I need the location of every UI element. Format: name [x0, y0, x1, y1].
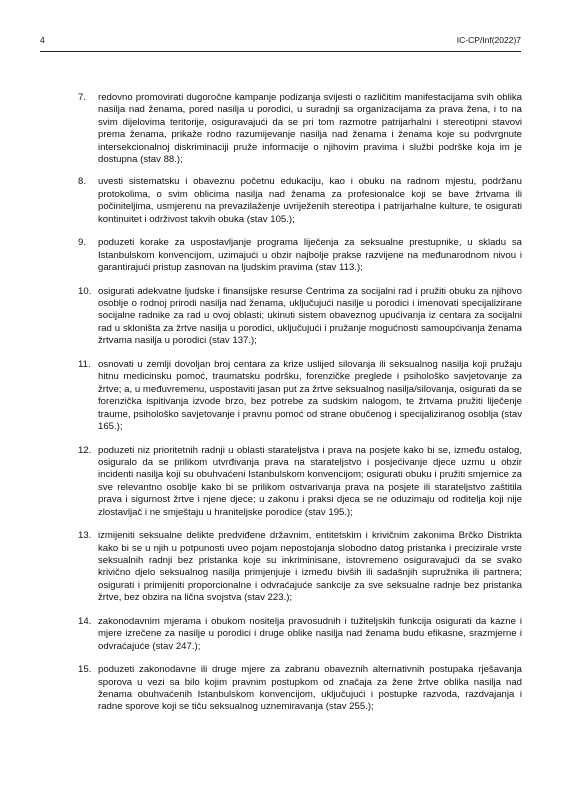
page-header — [40, 35, 521, 49]
document-reference: IC-CP/Inf(2022)7 — [456, 35, 521, 45]
item-text: osnovati u zemlji dovoljan broj centara za krize uslijed silovanja ili seksualnog nasilja koji pružaju hitnu medicinsku pomoć, traumatsku podršku, forenzičke preglede i psihološko savjetovanje za žrtve; a, u međuvremenu, uspostaviti jasan put za žrtve seksualnog nasilja/silovanja, osigurati da se forenzička ispitivanja izvode brzo, bez potrebe za sudskim nalogom, te žrtvama pružiti liječenje traume, psihološko savjetovanje i pravnu pomoć od strane obučenog i specijaliziranog osoblja (stav 165.); — [98, 358, 522, 432]
item-number: 9. — [78, 237, 87, 249]
item-number: 13. — [78, 530, 92, 542]
item-number: 15. — [78, 664, 92, 676]
item-number: 14. — [78, 615, 92, 627]
page-number: 4 — [40, 35, 45, 45]
list-item — [78, 530, 522, 604]
item-text: poduzeti zakonodavne ili druge mjere za zabranu obaveznih alternativnih postupaka rješavanja sporova u vezi sa bilo kojim pravnim postupkom od značaja za žene žrtve oblika nasilja nad ženama obuhvaćenih Istanbulskom konvencijom, uključujući i postupke razvoda, razdvajanja i radne sporove koji se tiču seksualnog uznemiravanja (stav 255.); — [98, 664, 522, 713]
item-number: 10. — [78, 285, 92, 297]
list-item — [78, 445, 522, 519]
item-text: poduzeti niz prioritetnih radnji u oblasti starateljstva i prava na posjete kako bi se, između ostalog, osiguralo da se prilikom utvrđivanja prava na starateljstvo i posjećivanje djece uzmu u obzir incidenti nasilja koji su obuhvaćeni Istanbulskom konvencijom; osigurati obuku i pružiti smjernice za sve relevantno osoblje kako bi se prilikom ostvarivanja prava na posjete ili starateljstvo zaštitila prava i sigurnost žrtve i njene djece; u zakonu i praksi djeca se ne oduzimaju od roditelja koji nije zlostavljač i ne smještaju u hraniteljske porodice (stav 195.); — [98, 444, 522, 518]
item-number: 8. — [78, 176, 87, 188]
list-item — [78, 237, 522, 274]
list-item — [78, 664, 522, 714]
header-divider — [40, 51, 521, 52]
list-item — [78, 176, 522, 226]
list-item — [78, 359, 522, 433]
item-text: redovno promovirati dugoročne kampanje podizanja svijesti o različitim manifestacijama svih oblika nasilja nad ženama, pored nasilja u porodici, u suradnji sa organizacijama za prava žena, i to na svim dijelovima teritorije, osiguravajući da se pri tom razmotre patrijarhalni i stereotipni stavovi prema ženama, prikaže rodno razumijevanje nasilja nad ženama i ženama koje su podvrgnute intersekcionalnoj diskriminaciji pruže informacije o njihovim pravima i službi podrške koja im je dostupna (stav 88.); — [98, 92, 522, 166]
recommendations-list — [78, 92, 522, 725]
item-text: osigurati adekvatne ljudske i finansijske resurse Centrima za socijalni rad i pružiti obuku za njihovo osoblje o rodnoj prirodi nasilja nad ženama, uključujući nasilje u porodici i imenovati specijalizirane socijalne radnike za rad u ovoj oblasti; ukinuti sistem obaveznog upućivanja iz centara za socijalni rad u skloništa za žrtve nasilja u porodici, uključujući i pružanje mogućnosti samoupćivanja ženama žrtvama nasilja u porodici (stav 137.); — [98, 285, 522, 347]
list-item — [78, 286, 522, 348]
list-item — [78, 92, 522, 166]
item-number: 7. — [78, 92, 87, 103]
item-number: 11. — [78, 358, 91, 370]
list-item — [78, 616, 522, 653]
item-text: poduzeti korake za uspostavljanje programa liječenja za seksualne prestupnike, u skladu sa Istanbulskom konvencijom, uzimajući u obzir najbolje prakse razvijene na međunarodnom nivou i garantirajući pristup zasnovan na ljudskim pravima (stav 113.); — [98, 237, 522, 274]
item-number: 12. — [78, 444, 92, 456]
item-text: uvesti sistematsku i obaveznu početnu edukaciju, kao i obuku na radnom mjestu, podržanu protokolima, o svim oblicima nasilja nad ženama za profesionalce koji se bave žrtvama ili počiniteljima, usmjerenu na prevazilaženje uvriježenih stereotipa i patrijarhalne kulture, te osigurati kontinuitet i održivost takvih obuka (stav 105.); — [98, 176, 522, 225]
item-text: izmijeniti seksualne delikte predviđene državnim, entitetskim i krivičnim zakonima Brčko Distrikta kako bi se u njih u potpunosti uveo pojam nepostojanja slobodno datog pristanka i precizirale vrste seksualnih radnji bez pristanka koje su inkriminisane, istovremeno osiguravajući da se svako krivično djelo seksualnog nasilja primjenjuje i između bivših ili sadašnjih supružnika ili partnera; osigurati i primijeniti proporcionalne i odvraćajuće sankcije za sve seksualne radnje bez pristanka žrtve, bez obzira na lična svojstva (stav 223.); — [98, 530, 522, 604]
item-text: zakonodavnim mjerama i obukom nositelja pravosudnih i tužiteljskih funkcija osigurati da kazne i mjere izrečene za nasilje u porodici i druge oblike nasilja nad ženama budu efikasne, srazmjerne i odvraćajuće (stav 247.); — [98, 615, 522, 652]
